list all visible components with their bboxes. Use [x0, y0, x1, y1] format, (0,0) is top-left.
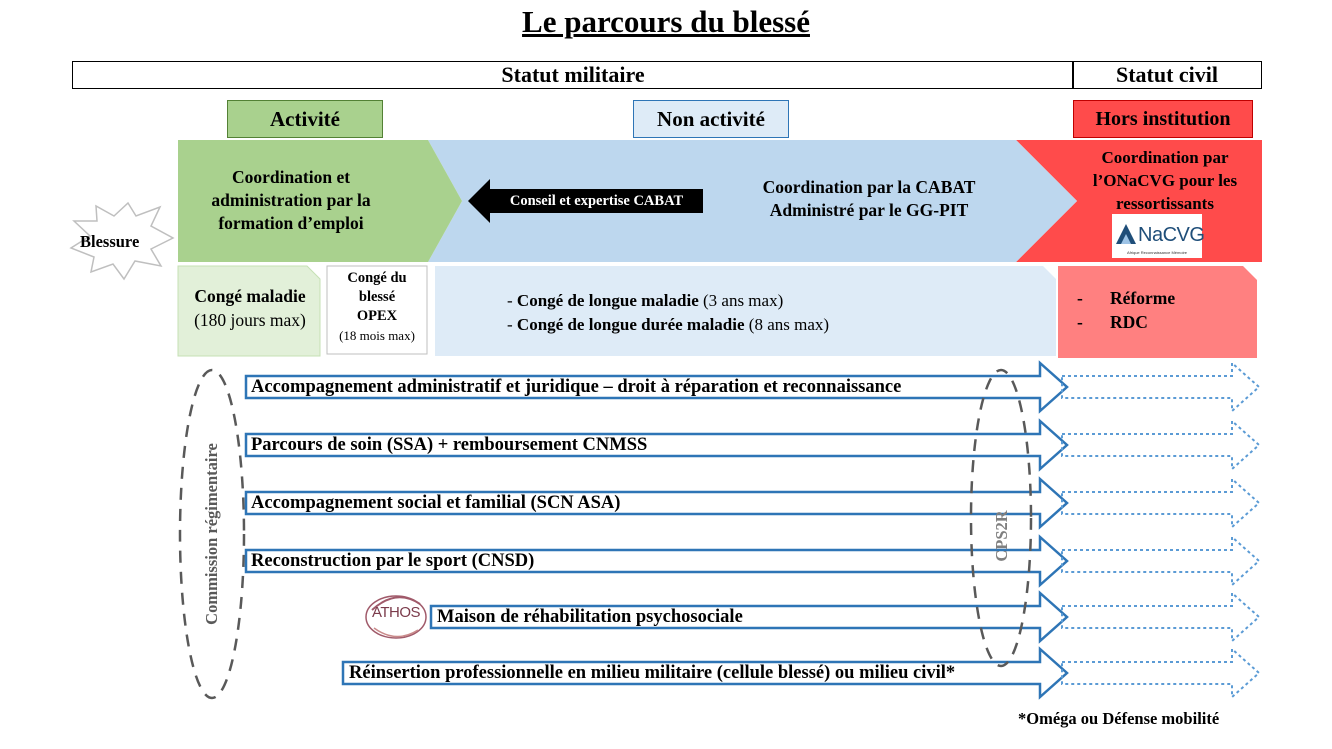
reforme-text: [1077, 286, 1175, 334]
dotted-arrows: [1062, 363, 1259, 697]
dotted-arrow-1: [1062, 363, 1259, 411]
arrow-label-5: Maison de réhabilitation psychosociale: [437, 607, 743, 627]
athos-logo-text: ATHOS: [372, 604, 421, 621]
green-chevron-text: [186, 166, 396, 235]
blue-chevron-text: [730, 176, 1008, 222]
conge-maladie-title: Congé maladie: [194, 286, 306, 306]
reforme-line: [1077, 286, 1175, 310]
dotted-arrow-5: [1062, 593, 1259, 641]
longue-rest-1: (3 ans max): [698, 291, 784, 310]
longue-maladie-text: [507, 289, 829, 337]
nacvg-logo-caption: Afrique Reconnaissance Mémoire: [1126, 250, 1188, 255]
military-status-bar: Statut militaire: [72, 61, 1074, 89]
longue-line-2: [507, 313, 829, 337]
conge-maladie-sub: (180 jours max): [194, 310, 306, 330]
longue-rest-2: (8 ans max): [744, 315, 830, 334]
red-text-line-1: Coordination par: [1101, 148, 1229, 167]
rdc-label: RDC: [1110, 312, 1148, 332]
rdc-line: [1077, 310, 1175, 334]
nacvg-logo-text: NaCVG: [1138, 224, 1205, 246]
rdc-dash: -: [1077, 312, 1083, 332]
conseil-label: Conseil et expertise CABAT: [509, 192, 684, 209]
arrow-label-4: Reconstruction par le sport (CNSD): [251, 551, 535, 571]
longue-dash-2: -: [507, 315, 517, 334]
conge-maladie-text: [178, 284, 322, 332]
dotted-arrow-6: [1062, 649, 1259, 697]
non-activite-tag: Non activité: [633, 100, 789, 138]
commission-label: Commission régimentaire: [202, 443, 221, 625]
arrow-label-1: Accompagnement administratif et juridique – droit à réparation et reconnaissance: [251, 377, 902, 397]
dotted-arrow-2: [1062, 421, 1259, 469]
green-text-line-3: formation d’emploi: [218, 213, 364, 233]
conge-blesse-l2: blessé: [358, 289, 396, 305]
dotted-arrow-3: [1062, 479, 1259, 527]
arrow-label-6: Réinsertion professionnelle en milieu militaire (cellule blessé) ou milieu civil*: [349, 663, 956, 683]
green-text-line-1: Coordination et: [231, 167, 351, 187]
cps2r-label: CPS2R: [992, 510, 1011, 562]
reforme-dash: -: [1077, 288, 1083, 308]
longue-bold-1: Congé de longue maladie: [516, 291, 699, 310]
longue-bold-2: Congé de longue durée maladie: [516, 315, 745, 334]
dotted-arrow-4: [1062, 537, 1259, 585]
civil-status-bar: Statut civil: [1072, 61, 1262, 89]
arrow-label-2: Parcours de soin (SSA) + remboursement CNMSS: [251, 435, 648, 455]
red-text-line-3: ressortissants: [1116, 194, 1214, 213]
red-text-line-2: l’ONaCVG pour les: [1092, 171, 1238, 190]
conge-blesse-text: [327, 269, 427, 345]
longue-line-1: [507, 289, 829, 313]
conge-blesse-l1: Congé du: [347, 270, 407, 286]
blue-text-line-2: Administré par le GG-PIT: [769, 200, 969, 220]
green-text-line-2: administration par la: [211, 190, 371, 210]
blue-text-line-1: Coordination par la CABAT: [762, 177, 976, 197]
arrow-label-3: Accompagnement social et familial (SCN ASA): [251, 493, 621, 513]
red-chevron-text: [1068, 146, 1262, 215]
footnote: *Oméga ou Défense mobilité: [1018, 709, 1220, 728]
reforme-label: Réforme: [1110, 288, 1176, 308]
hors-institution-tag: Hors institution: [1073, 100, 1253, 138]
longue-dash-1: -: [507, 291, 517, 310]
blessure-label: Blessure: [80, 232, 140, 251]
page-title: Le parcours du blessé: [522, 4, 810, 39]
solid-arrows: [246, 363, 1067, 697]
conge-blesse-sub: (18 mois max): [339, 328, 415, 343]
conge-blesse-l3: OPEX: [356, 308, 398, 324]
activite-tag: Activité: [227, 100, 383, 138]
